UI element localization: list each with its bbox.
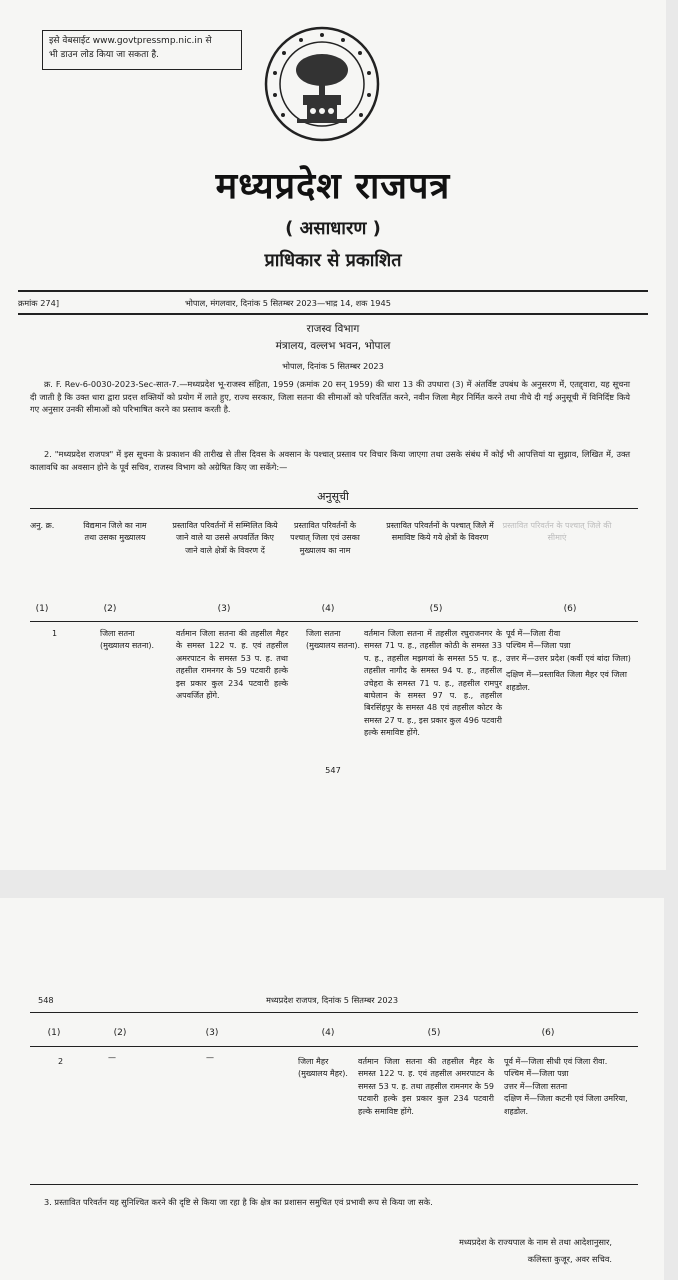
header-areas-excluded: प्रस्तावित परिवर्तनों में सम्मिलित किये जाने वाले या उससे अपवर्तित किए जाने वाले क्षेत्रों के विवरण दें: [172, 521, 278, 555]
p2-col-number-3: (3): [205, 1028, 219, 1038]
issue-date: भोपाल, मंगलवार, दिनांक 5 सितम्बर 2023—भाद्र 14, शक 1945: [185, 298, 391, 308]
paragraph-1: क्र. F. Rev-6-0030-2023-Sec-सात-7.—मध्यप्रदेश भू-राजस्व संहिता, 1959 (क्रमांक 20 सन् 1959) की धारा 13 की उपधारा (3) में अंतर्विष्ट उपबंध के अनुसरण में, एतद्द्वारा, यह सूचना दी जाती है कि उक्त धारा द्वारा प्रदत्त शक्तियों को प्रयोग में लाते हुए, राज्य सरकार, जिला सतना की सीमाओं को परिवर्तित करने, नवीन जिला मैहर निर्मित करने तथा नीचे दी गई अनुसूची में विनिर्दिष्ट किये गए अनुसार उनकी सीमाओं को परिभाषित करने का प्रस्ताव करती है.: [30, 379, 630, 414]
row2-boundary-north: उत्तर में—जिला सतना: [504, 1081, 568, 1091]
p2-col-number-6: (6): [541, 1028, 555, 1038]
col-number-6: (6): [563, 604, 577, 614]
notice-line-1: इसे वेबसाईट www.govtpressmp.nic.in से: [49, 36, 212, 46]
row2-areas-included: वर्तमान जिला सतना की तहसील मैहर के समस्त 122 प. ह. एवं तहसील अमरपाटन के समस्त 53 प. ह. तथा तहसील रामनगर के 59 पटवारी हल्के इस प्रकार कुल 234 पटवारी हल्के समाविष्ट होंगे.: [358, 1057, 494, 1116]
gazette-subtitle-authority: प्राधिकार से प्रकाशित: [264, 250, 402, 271]
gazette-page-548: [0, 898, 664, 1280]
gazette-title: मध्यप्रदेश राजपत्र: [215, 166, 451, 207]
col-number-4: (4): [321, 604, 335, 614]
row2-district: —: [108, 1053, 116, 1062]
header-sno: अनु. क्र.: [30, 521, 55, 530]
row2-sno: 2: [58, 1057, 64, 1066]
page-number-547: 547: [325, 765, 341, 775]
p2-col-number-4: (4): [321, 1028, 335, 1038]
col-number-2: (2): [103, 604, 117, 614]
office-heading: मंत्रालय, वल्लभ भवन, भोपाल: [275, 340, 391, 352]
col-number-3: (3): [217, 604, 231, 614]
page2-header-rule: [30, 1046, 638, 1047]
row1-district: जिला सतना (मुख्यालय सतना).: [100, 629, 155, 651]
dateline: भोपाल, दिनांक 5 सितम्बर 2023: [282, 361, 384, 371]
row2-boundary-east: पूर्व में—जिला सीधी एवं जिला रीवा.: [504, 1057, 608, 1066]
running-head: मध्यप्रदेश राजपत्र, दिनांक 5 सितम्बर 2023: [265, 995, 399, 1005]
page2-column-numbers-row: [30, 1028, 638, 1040]
page-number-548: 548: [38, 995, 54, 1005]
divider-top: [18, 290, 648, 292]
paragraph-2: 2. "मध्यप्रदेश राजपत्र" में इस सूचना के प्रकाशन की तारीख से तीस दिवस के अवसान के पश्चात् प्रस्ताव पर विचार किया जाएगा तथा उसके संबंध में कोई भी आपत्तियां या सुझाव, लिखित में, उक्त कालावधि का अवसान होने के पूर्व सचिव, राजस्व विभाग को अग्रेषित किए जा सकेंगे:—: [30, 449, 630, 472]
row1-boundary-east: पूर्व में—जिला रीवा: [506, 629, 561, 638]
p2-col-number-2: (2): [113, 1028, 127, 1038]
row2-boundaries: [504, 1056, 634, 1118]
state-emblem-seal: [263, 25, 381, 143]
paragraph-3: 3. प्रस्तावित परिवर्तन यह सुनिश्चित करने की दृष्टि से किया जा रहा है कि क्षेत्र का प्रशासन समुचित एवं प्रभावी रूप से किया जा सके.: [44, 1197, 433, 1207]
issue-number: क्रमांक 274]: [18, 298, 60, 308]
gazette-subtitle-extraordinary: ( असाधारण ): [285, 218, 381, 239]
column-numbers-row: [30, 604, 638, 616]
row1-boundary-north: उत्तर में—उत्तर प्रदेश (कर्वी एवं बांदा जिला): [506, 653, 631, 663]
row1-boundary-south: दक्षिण में—प्रस्तावित जिला मैहर एवं जिला शहडोल.: [506, 670, 627, 692]
website-notice-box: [42, 30, 242, 70]
divider-bottom: [18, 313, 648, 315]
header-new-district: प्रस्तावित परिवर्तनों के पश्चात् जिला एवं उसका मुख्यालय का नाम: [290, 521, 360, 555]
department-heading: राजस्व विभाग: [306, 323, 360, 335]
row1-areas-included: वर्तमान जिला सतना में तहसील रघुराजनगर के समस्त 71 प. ह., तहसील कोठी के समस्त 33 प. ह., तहसील मझगवां के समस्त 55 प. ह., तहसील नागौद के समस्त 94 प. ह., तहसील उचेहरा के समस्त 71 प. ह., तहसील रामपुर बाघेलान के समस्त 97 प. ह., तहसील बिरसिंहपुर के समस्त 48 एवं तहसील कोटर के समस्त 27 प. ह., इस प्रकार कुल 496 पटवारी हल्के समाविष्ट होंगे.: [364, 629, 502, 738]
p2-col-number-1: (1): [47, 1028, 61, 1038]
signature-authority: मध्यप्रदेश के राज्यपाल के नाम से तथा आदेशानुसार,: [459, 1237, 612, 1247]
schedule-top-rule: [30, 508, 638, 509]
notice-line-2: भी डाउन लोड किया जा सकता है.: [49, 50, 160, 60]
header-existing-district: विद्यमान जिले का नाम तथा उसका मुख्यालय: [83, 521, 147, 543]
row2-boundary-south: दक्षिण में—जिला कटनी एवं जिला उमरिया, शहडोल.: [504, 1094, 628, 1116]
page2-bottom-rule: [30, 1184, 638, 1185]
row1-areas-excluded: वर्तमान जिला सतना की तहसील मैहर के समस्त 122 प. ह. एवं तहसील अमरपाटन के समस्त 53 प. ह. तथा तहसील रामनगर के 59 पटवारी हल्के इस प्रकार कुल 234 पटवारी हल्के अपवर्जित होंगे.: [176, 629, 288, 701]
schedule-header-rule: [30, 621, 638, 622]
col-number-5: (5): [429, 604, 443, 614]
p2-col-number-5: (5): [427, 1028, 441, 1038]
schedule-title: अनुसूची: [317, 490, 349, 503]
header-areas-included: प्रस्तावित परिवर्तनों के पश्चात् जिले में समाविष्ट किये गये क्षेत्रों के विवरण: [386, 521, 494, 543]
row1-new-district: जिला सतना (मुख्यालय सतना).: [306, 629, 361, 651]
row2-boundary-west: पश्चिम में—जिला पन्ना: [504, 1069, 569, 1079]
row1-boundary-west: पश्चिम में—जिला पन्ना: [506, 641, 571, 651]
signature-name: कलिस्ता कुजूर, अवर सचिव.: [527, 1254, 612, 1264]
row1-boundaries: [506, 628, 636, 694]
header-boundaries: प्रस्तावित परिवर्तन के पश्चात् जिले की सीमाएं: [502, 521, 612, 543]
col-number-1: (1): [35, 604, 49, 614]
row2-new-district: जिला मैहर (मुख्यालय मैहर).: [298, 1057, 348, 1079]
row1-sno: 1: [52, 629, 58, 638]
page2-top-rule: [30, 1012, 638, 1013]
row2-areas-excluded: —: [206, 1053, 214, 1062]
